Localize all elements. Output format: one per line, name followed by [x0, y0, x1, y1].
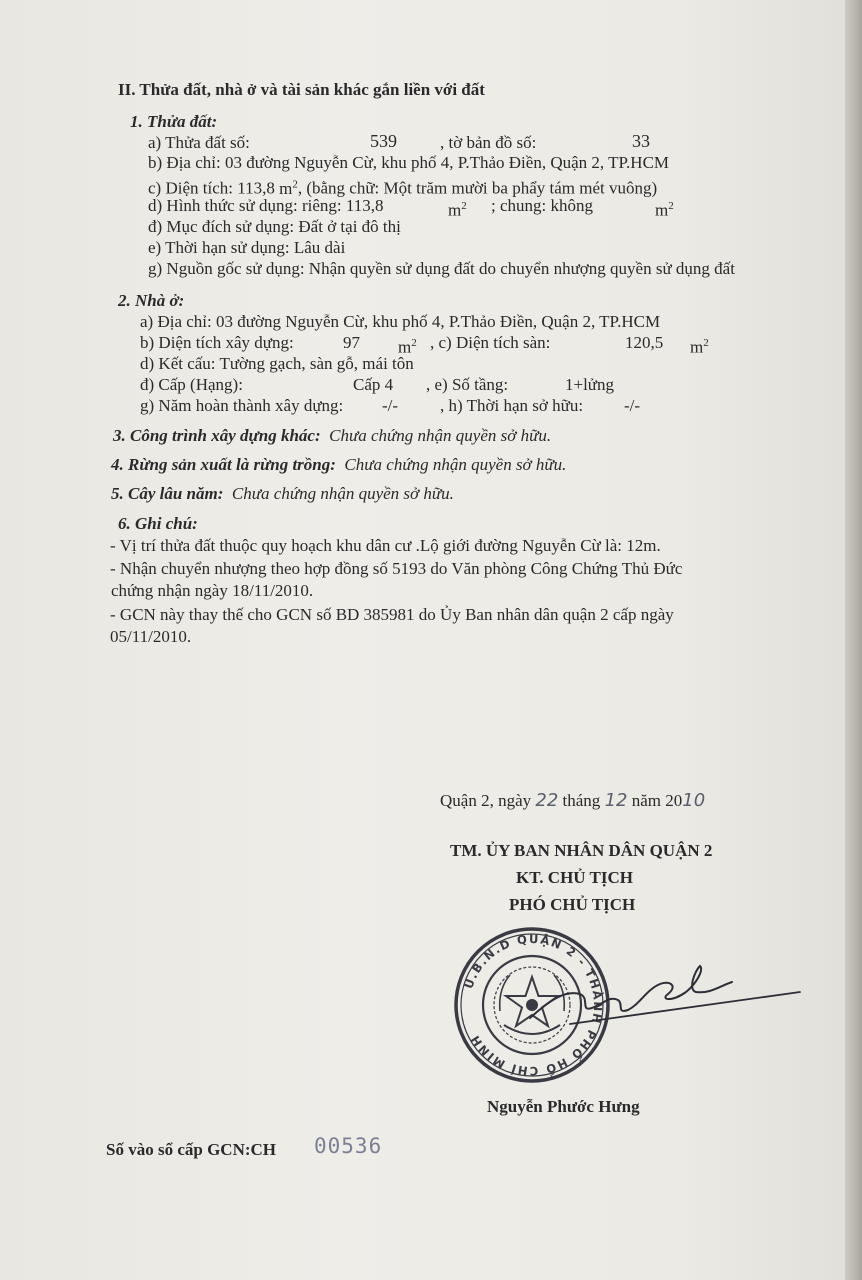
house-completion-label: g) Năm hoàn thành xây dựng:: [140, 396, 344, 415]
house-ownership-term-value: -/-: [624, 396, 641, 415]
section-title: II. Thửa đất, nhà ở và tài sản khác gắn liền với đất: [118, 80, 485, 99]
signature: [510, 960, 810, 1040]
issue-day: 22: [535, 790, 559, 811]
land-parcel-label: a) Thửa đất số:: [148, 133, 250, 152]
land-usage-form-label: d) Hình thức sử dụng: riêng: 113,8: [148, 196, 384, 215]
registry-label: Số vào sổ cấp GCN:CH: [106, 1140, 277, 1159]
notes-line-5: 05/11/2010.: [110, 627, 192, 646]
house-completion-value: -/-: [382, 396, 399, 415]
notes-line-4: - GCN này thay thế cho GCN số BD 385981 do Ủy Ban nhân dân quận 2 cấp ngày: [110, 605, 674, 624]
signatory-line-2: KT. CHỦ TỊCH: [516, 868, 633, 887]
house-build-area-unit: $m^2$: [398, 337, 417, 357]
house-grade-value: Cấp 4: [353, 375, 394, 394]
house-floor-area-value: 120,5: [625, 333, 664, 352]
signatory-line-3: PHÓ CHỦ TỊCH: [509, 895, 636, 914]
land-parcel-number: 539: [370, 131, 397, 151]
land-area-text: , (bằng chữ: Một trăm mười ba phẩy tám mét vuông): [297, 178, 658, 198]
house-address: a) Địa chỉ: 03 đường Nguyễn Cừ, khu phố 4, P.Thảo Điền, Quận 2, TP.HCM: [140, 312, 661, 331]
notes-line-3: chứng nhận ngày 18/11/2010.: [111, 581, 314, 600]
issue-year-suffix: 10: [682, 790, 706, 811]
house-ownership-term-label: , h) Thời hạn sở hữu:: [440, 396, 584, 415]
land-map-number: 33: [632, 131, 650, 151]
land-purpose: đ) Mục đích sử dụng: Đất ở tại đô thị: [148, 217, 401, 236]
house-grade-label: đ) Cấp (Hạng):: [140, 375, 243, 394]
land-usage-common-unit: $m^2$: [655, 200, 674, 220]
land-area-line: [148, 174, 657, 199]
land-address: b) Địa chỉ: 03 đường Nguyễn Cừ, khu phố 4, P.Thảo Điền, Quận 2, TP.HCM: [148, 153, 670, 172]
land-heading: 1. Thửa đất:: [130, 112, 218, 131]
notes-line-2: - Nhận chuyển nhượng theo hợp đồng số 5193 do Văn phòng Công Chứng Thủ Đức: [110, 559, 683, 578]
page-edge-shadow: [845, 0, 862, 1280]
seal-text: U.B.N.D QUẬN 2 - THÀNH PHỐ HỒ CHÍ MINH: [461, 931, 606, 1079]
land-usage-common: ; chung: không: [491, 196, 593, 215]
house-floors-value: 1+lửng: [565, 375, 615, 394]
notes-line-1: - Vị trí thửa đất thuộc quy hoạch khu dân cư .Lộ giới đường Nguyễn Cừ là: 12m.: [110, 536, 661, 555]
production-forest: 4. Rừng sản xuất là rừng trồng: Chưa chứng nhận quyền sở hữu.: [111, 455, 567, 474]
land-usage-form-unit: $m^2$: [448, 200, 467, 220]
other-construction: 3. Công trình xây dựng khác: Chưa chứng nhận quyền sở hữu.: [113, 426, 552, 445]
signatory-name: Nguyễn Phước Hưng: [487, 1097, 640, 1116]
house-build-area-label: b) Diện tích xây dựng:: [140, 333, 294, 352]
notes-heading: 6. Ghi chú:: [118, 514, 198, 533]
land-area-unit: $m^2$: [279, 178, 298, 198]
registry-number: 00536: [314, 1134, 383, 1158]
land-area-label: c) Diện tích: 113,8: [148, 178, 275, 198]
house-build-area-value: 97: [343, 333, 360, 352]
house-floors-label: , e) Số tầng:: [426, 375, 509, 394]
house-floor-area-label: , c) Diện tích sàn:: [430, 333, 551, 352]
house-structure: d) Kết cấu: Tường gạch, sàn gỗ, mái tôn: [140, 354, 414, 373]
house-heading: 2. Nhà ở:: [118, 291, 185, 310]
land-origin: g) Nguồn gốc sử dụng: Nhận quyền sử dụng đất do chuyển nhượng quyền sử dụng đất: [148, 259, 735, 278]
issue-date: Quận 2, ngày 22 tháng 12 năm 2010: [440, 790, 706, 811]
signatory-line-1: TM. ỦY BAN NHÂN DÂN QUẬN 2: [450, 841, 713, 860]
house-floor-area-unit: $m^2$: [690, 337, 709, 357]
issue-month: 12: [604, 790, 628, 811]
land-map-label: , tờ bản đồ số:: [440, 133, 537, 152]
land-term: e) Thời hạn sử dụng: Lâu dài: [148, 238, 346, 257]
perennial-trees: 5. Cây lâu năm: Chưa chứng nhận quyền sở hữu.: [111, 484, 454, 503]
